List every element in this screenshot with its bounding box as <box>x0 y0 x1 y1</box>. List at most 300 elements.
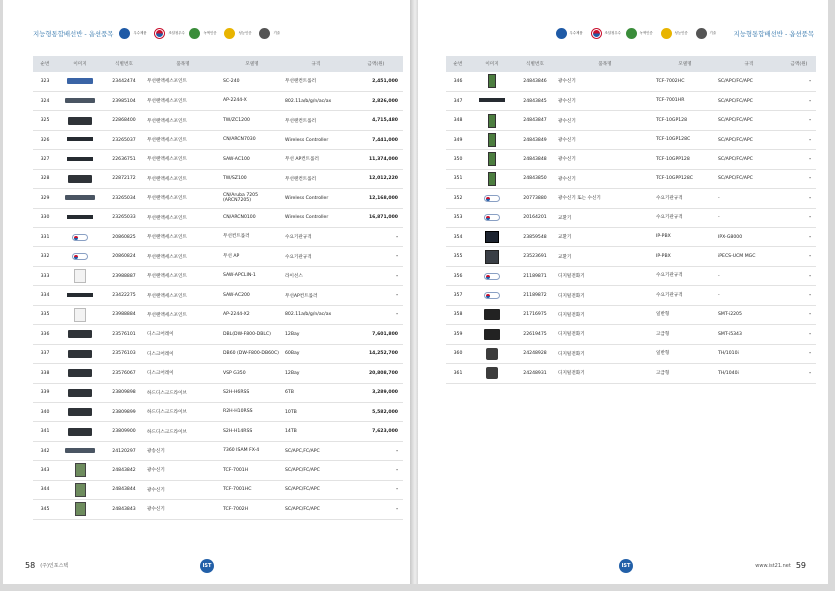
product-thumbnail-icon <box>75 483 86 497</box>
product-table <box>446 56 816 384</box>
item-name: 디지털전화기 <box>556 344 654 363</box>
row-number: 334 <box>33 286 57 305</box>
price: - <box>349 228 403 247</box>
item-name: 광수신기 <box>556 111 654 130</box>
logo-text: 우수제품 <box>133 31 147 35</box>
identification-number: 23265033 <box>103 208 145 227</box>
specification: SMT-i5343 <box>716 325 782 344</box>
table-row <box>33 208 403 227</box>
certification-logo-icon <box>154 28 165 39</box>
identification-number: 22868400 <box>103 111 145 130</box>
price: - <box>782 364 816 383</box>
page-header <box>556 26 814 40</box>
product-thumbnail-icon <box>488 152 496 166</box>
table-row <box>446 150 816 169</box>
price: - <box>782 130 816 149</box>
row-number: 359 <box>446 325 470 344</box>
product-thumbnail-icon <box>75 463 86 477</box>
product-image <box>57 364 103 383</box>
model-name: 수요기관규격 <box>654 286 716 305</box>
item-name: 광수신기 <box>145 461 221 480</box>
column-header: 이미지 <box>470 56 514 72</box>
model-name: 무선 AP <box>221 247 283 266</box>
row-number: 332 <box>33 247 57 266</box>
specification: 무선랜컨트롤러 <box>283 169 349 188</box>
identification-number: 23988884 <box>103 305 145 324</box>
table-row <box>33 111 403 130</box>
model-name: 일반형 <box>654 305 716 324</box>
certification-logos <box>556 28 728 39</box>
product-image <box>57 383 103 402</box>
website: www.ist21.net <box>755 562 791 569</box>
specification: SC/APC/FC/APC <box>716 150 782 169</box>
left-page <box>3 0 413 584</box>
item-name: 광수신기 <box>556 169 654 188</box>
product-thumbnail-icon <box>68 408 92 416</box>
product-image <box>470 305 514 324</box>
item-name: 무선랜액세스포인트 <box>145 286 221 305</box>
table-row <box>446 247 816 266</box>
column-header: 품목명 <box>556 56 654 72</box>
product-thumbnail-icon <box>488 114 496 128</box>
item-name: 디지털전화기 <box>556 286 654 305</box>
table-row <box>33 305 403 324</box>
identification-number: 21716975 <box>514 305 556 324</box>
product-thumbnail-icon <box>485 250 499 264</box>
item-name: 무선랜액세스포인트 <box>145 72 221 91</box>
product-thumbnail-icon <box>68 389 92 397</box>
page-header <box>33 26 291 40</box>
identification-number: 24843849 <box>514 130 556 149</box>
price: - <box>782 325 816 344</box>
price: 14,252,700 <box>349 344 403 363</box>
row-number: 348 <box>446 111 470 130</box>
product-image <box>57 461 103 480</box>
model-name: VSP G350 <box>221 364 283 383</box>
model-name: 7360 ISAM FX-4 <box>221 441 283 460</box>
price: - <box>349 500 403 519</box>
row-number: 355 <box>446 247 470 266</box>
model-name: TCF-10GPP128C <box>654 169 716 188</box>
page-footer <box>755 561 806 570</box>
row-number: 340 <box>33 402 57 421</box>
row-number: 350 <box>446 150 470 169</box>
table-body <box>33 72 403 519</box>
model-name: 무선컨트롤러 <box>221 228 283 247</box>
row-number: 331 <box>33 228 57 247</box>
product-image <box>470 344 514 363</box>
model-name: SAW-AC200 <box>221 286 283 305</box>
identification-number: 23988887 <box>103 266 145 285</box>
certification-logo-icon <box>591 28 602 39</box>
identification-number: 23265037 <box>103 130 145 149</box>
row-number: 323 <box>33 72 57 91</box>
item-name: 무선랜액세스포인트 <box>145 150 221 169</box>
identification-number: 21189871 <box>514 266 556 285</box>
product-image <box>57 422 103 441</box>
column-header: 규격 <box>716 56 782 72</box>
product-image <box>470 247 514 266</box>
table-row <box>33 383 403 402</box>
item-name: 무선랜액세스포인트 <box>145 228 221 247</box>
table-body <box>446 72 816 383</box>
product-thumbnail-icon <box>67 215 93 219</box>
price: - <box>782 111 816 130</box>
product-thumbnail-icon <box>67 137 93 141</box>
product-image <box>57 169 103 188</box>
model-name: TCF-10GP128 <box>654 111 716 130</box>
identification-number: 22619475 <box>514 325 556 344</box>
product-thumbnail-icon <box>486 348 498 360</box>
item-name: 무선랜액세스포인트 <box>145 111 221 130</box>
price: - <box>782 266 816 285</box>
specification: TH/1040i <box>716 364 782 383</box>
row-number: 352 <box>446 189 470 208</box>
product-image <box>57 130 103 149</box>
product-image <box>470 130 514 149</box>
table-row <box>446 344 816 363</box>
logo-text: 조달청우수 <box>604 31 621 35</box>
model-name: S2H-H6RSS <box>221 383 283 402</box>
identification-number: 24843845 <box>514 91 556 110</box>
tech-cert-icon <box>696 28 707 39</box>
model-name: 고급형 <box>654 364 716 383</box>
column-header: 금액(원) <box>782 56 816 72</box>
item-name: 교환기 <box>556 247 654 266</box>
item-name: 교환기 <box>556 208 654 227</box>
item-name: 무선랜액세스포인트 <box>145 189 221 208</box>
price: 5,582,000 <box>349 402 403 421</box>
price: 7,601,800 <box>349 325 403 344</box>
table-row <box>33 189 403 208</box>
product-image <box>57 441 103 460</box>
item-name: 디지털전화기 <box>556 266 654 285</box>
table-row <box>33 72 403 91</box>
specification: SC/APC/FC/APC <box>283 461 349 480</box>
price: - <box>782 91 816 110</box>
identification-number: 23576101 <box>103 325 145 344</box>
row-number: 360 <box>446 344 470 363</box>
logo-text: 조달청우수 <box>168 31 185 35</box>
item-name: 광수신기 <box>145 500 221 519</box>
item-name: 광수신기 또는 수신기 <box>556 189 654 208</box>
identification-number: 22636751 <box>103 150 145 169</box>
page-number: 58 <box>25 561 36 570</box>
specification: 802.11a/b/g/n/ac/ax <box>283 91 349 110</box>
specification: SC/APC/FC/APC <box>283 500 349 519</box>
identification-number: 23809899 <box>103 402 145 421</box>
specification: SC/APC/FC/APC <box>716 111 782 130</box>
column-header: 식별번호 <box>103 56 145 72</box>
product-image <box>57 480 103 499</box>
item-name: 하드디스크드라이브 <box>145 402 221 421</box>
identification-number: 23859548 <box>514 228 556 247</box>
brand-logo-icon: IST <box>619 559 633 573</box>
identification-number: 23442474 <box>103 72 145 91</box>
product-image <box>470 228 514 247</box>
product-image <box>57 402 103 421</box>
row-number: 358 <box>446 305 470 324</box>
page-number: 59 <box>795 561 806 570</box>
identification-number: 24248931 <box>514 364 556 383</box>
specification: SC/APC/FC/APC <box>716 169 782 188</box>
table-row <box>33 422 403 441</box>
row-number: 329 <box>33 189 57 208</box>
item-name: 디스크어레이 <box>145 325 221 344</box>
row-number: 330 <box>33 208 57 227</box>
specification: - <box>716 208 782 227</box>
price: - <box>782 72 816 91</box>
row-number: 356 <box>446 266 470 285</box>
price: 2,451,000 <box>349 72 403 91</box>
item-name: 디스크어레이 <box>145 344 221 363</box>
specification: - <box>716 286 782 305</box>
price: - <box>782 286 816 305</box>
product-thumbnail-icon <box>484 214 500 221</box>
row-number: 346 <box>446 72 470 91</box>
price: 7,623,000 <box>349 422 403 441</box>
product-image <box>470 169 514 188</box>
row-number: 325 <box>33 111 57 130</box>
identification-number: 23523691 <box>514 247 556 266</box>
price: - <box>782 344 816 363</box>
product-image <box>57 72 103 91</box>
specification: IPX-G8000 <box>716 228 782 247</box>
item-name: 하드디스크드라이브 <box>145 383 221 402</box>
table-row <box>33 480 403 499</box>
table-row <box>33 325 403 344</box>
brand-logo-icon: IST <box>200 559 214 573</box>
table-row <box>446 91 816 110</box>
item-name: 광수신기 <box>145 480 221 499</box>
column-header: 금액(원) <box>349 56 403 72</box>
price: 7,441,000 <box>349 130 403 149</box>
logo-text: 녹색인증 <box>639 31 653 35</box>
item-name: 광수신기 <box>556 72 654 91</box>
identification-number: 23422275 <box>103 286 145 305</box>
product-image <box>57 150 103 169</box>
product-thumbnail-icon <box>484 195 500 202</box>
product-image <box>57 325 103 344</box>
model-name: CN/ARCN0100 <box>221 208 283 227</box>
table-header-row <box>33 56 403 72</box>
product-image <box>470 72 514 91</box>
product-thumbnail-icon <box>484 292 500 299</box>
table-row <box>33 286 403 305</box>
identification-number: 23809900 <box>103 422 145 441</box>
logo-text: 녹색인증 <box>203 31 217 35</box>
product-thumbnail-icon <box>479 98 505 102</box>
model-name: R2H-H10RSS <box>221 402 283 421</box>
specification: 수요기관규격 <box>283 247 349 266</box>
product-image <box>57 286 103 305</box>
row-number: 342 <box>33 441 57 460</box>
identification-number: 20773880 <box>514 189 556 208</box>
product-image <box>57 305 103 324</box>
table-row <box>33 500 403 519</box>
price: - <box>349 247 403 266</box>
product-image <box>57 111 103 130</box>
specification: SC/APC/FC/APC <box>716 91 782 110</box>
product-image <box>470 325 514 344</box>
column-header: 규격 <box>283 56 349 72</box>
certification-logos <box>119 28 291 39</box>
specification: 60Bay <box>283 344 349 363</box>
column-header: 모델명 <box>221 56 283 72</box>
model-name: 수요기관규격 <box>654 208 716 227</box>
row-number: 338 <box>33 364 57 383</box>
model-name: 일반형 <box>654 344 716 363</box>
row-number: 345 <box>33 500 57 519</box>
identification-number: 23809898 <box>103 383 145 402</box>
table-row <box>33 130 403 149</box>
product-image <box>470 364 514 383</box>
item-name: 교환기 <box>556 228 654 247</box>
column-header: 품목명 <box>145 56 221 72</box>
product-image <box>57 208 103 227</box>
model-name: IP-PBX <box>654 247 716 266</box>
price: - <box>782 228 816 247</box>
price: 12,012,220 <box>349 169 403 188</box>
product-thumbnail-icon <box>486 367 498 379</box>
item-name: 디지털전화기 <box>556 305 654 324</box>
specification: Wireless Controller <box>283 130 349 149</box>
product-thumbnail-icon <box>74 308 86 322</box>
product-thumbnail-icon <box>72 253 88 260</box>
table-row <box>446 130 816 149</box>
model-name: AP-2244-X <box>221 91 283 110</box>
specification: SC/APC/FC/APC <box>716 130 782 149</box>
product-image <box>57 189 103 208</box>
row-number: 337 <box>33 344 57 363</box>
product-thumbnail-icon <box>75 502 86 516</box>
specification: 무선 AP컨트롤러 <box>283 150 349 169</box>
row-number: 339 <box>33 383 57 402</box>
specification: - <box>716 189 782 208</box>
table-row <box>33 441 403 460</box>
specification: 14TB <box>283 422 349 441</box>
product-thumbnail-icon <box>488 172 496 186</box>
identification-number: 24843844 <box>103 480 145 499</box>
product-image <box>470 91 514 110</box>
column-header: 식별번호 <box>514 56 556 72</box>
identification-number: 21189872 <box>514 286 556 305</box>
right-page <box>418 0 828 584</box>
table-row <box>446 266 816 285</box>
identification-number: 24843847 <box>514 111 556 130</box>
specification: Wireless Controller <box>283 208 349 227</box>
item-name: 디스크어레이 <box>145 364 221 383</box>
table-row <box>446 305 816 324</box>
price: - <box>349 461 403 480</box>
row-number: 347 <box>446 91 470 110</box>
item-name: 무선랜액세스포인트 <box>145 305 221 324</box>
table-row <box>33 169 403 188</box>
specification: SC/APC/FC/APC <box>283 480 349 499</box>
product-image <box>57 247 103 266</box>
price: 20,808,700 <box>349 364 403 383</box>
identification-number: 23985104 <box>103 91 145 110</box>
specification: - <box>716 266 782 285</box>
model-name: TW/SZ100 <box>221 169 283 188</box>
product-thumbnail-icon <box>68 117 92 125</box>
performance-cert-icon <box>224 28 235 39</box>
price: - <box>349 480 403 499</box>
item-name: 광수신기 <box>556 130 654 149</box>
product-image <box>470 111 514 130</box>
row-number: 361 <box>446 364 470 383</box>
identification-number: 24843848 <box>514 150 556 169</box>
product-table <box>33 56 403 520</box>
model-name: IP-PBX <box>654 228 716 247</box>
row-number: 349 <box>446 130 470 149</box>
product-thumbnail-icon <box>488 74 496 88</box>
table-row <box>33 402 403 421</box>
identification-number: 20860825 <box>103 228 145 247</box>
model-name: SC-240 <box>221 72 283 91</box>
product-thumbnail-icon <box>65 448 95 453</box>
model-name: S2H-H14RSS <box>221 422 283 441</box>
product-thumbnail-icon <box>67 293 93 297</box>
product-thumbnail-icon <box>484 273 500 280</box>
identification-number: 24843842 <box>103 461 145 480</box>
product-image <box>470 266 514 285</box>
price: - <box>782 169 816 188</box>
model-name: TCF-7001HC <box>221 480 283 499</box>
product-image <box>470 189 514 208</box>
item-name: 광수신기 <box>556 150 654 169</box>
model-name: 수요기관규격 <box>654 189 716 208</box>
model-name: TW/ZC1200 <box>221 111 283 130</box>
performance-cert-icon <box>661 28 672 39</box>
product-image <box>470 208 514 227</box>
green-cert-icon <box>189 28 200 39</box>
product-thumbnail-icon <box>68 175 92 183</box>
model-name: SAW-AC100 <box>221 150 283 169</box>
row-number: 326 <box>33 130 57 149</box>
price: 16,871,000 <box>349 208 403 227</box>
model-name: 고급형 <box>654 325 716 344</box>
specification: iPECS-UCM MGC <box>716 247 782 266</box>
table-row <box>33 247 403 266</box>
model-name: TCF-10GP128C <box>654 130 716 149</box>
product-image <box>57 344 103 363</box>
identification-number: 24248928 <box>514 344 556 363</box>
table-row <box>33 364 403 383</box>
logo-text: 성능인증 <box>674 31 688 35</box>
product-thumbnail-icon <box>65 195 95 200</box>
identification-number: 22872172 <box>103 169 145 188</box>
item-name: 광수신기 <box>556 91 654 110</box>
tech-cert-icon <box>259 28 270 39</box>
row-number: 341 <box>33 422 57 441</box>
specification: 수요기관규격 <box>283 228 349 247</box>
row-number: 336 <box>33 325 57 344</box>
table-row <box>446 286 816 305</box>
price: - <box>782 150 816 169</box>
product-thumbnail-icon <box>68 350 92 358</box>
product-thumbnail-icon <box>65 98 95 103</box>
product-image <box>470 150 514 169</box>
model-name: CN/ARCN7030 <box>221 130 283 149</box>
product-thumbnail-icon <box>68 369 92 377</box>
price: - <box>349 266 403 285</box>
price: - <box>349 286 403 305</box>
specification: 6TB <box>283 383 349 402</box>
product-thumbnail-icon <box>67 78 93 84</box>
table-row <box>446 228 816 247</box>
item-name: 무선랜액세스포인트 <box>145 130 221 149</box>
